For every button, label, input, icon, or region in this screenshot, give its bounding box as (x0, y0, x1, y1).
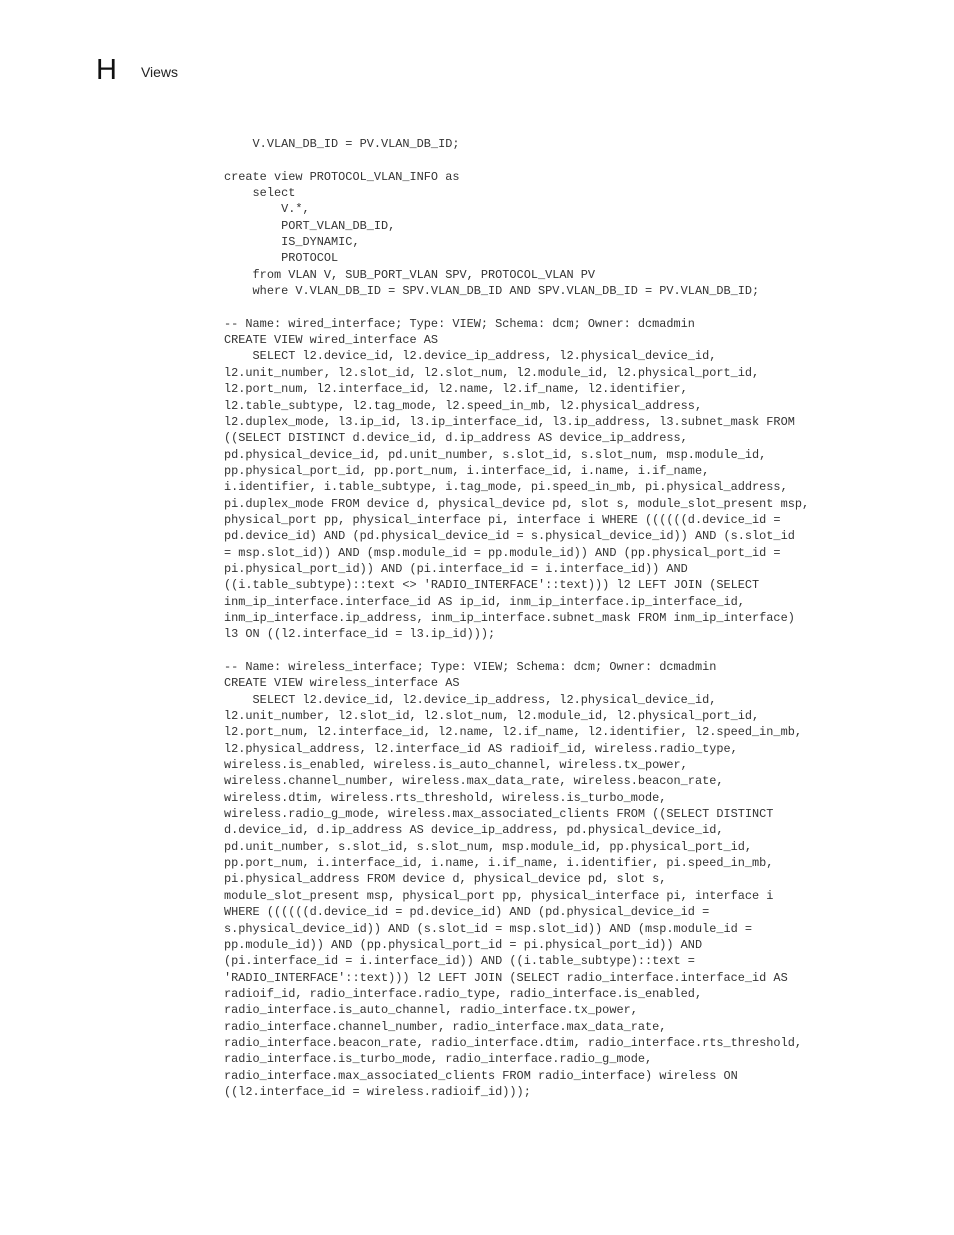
chapter-title: Views (140, 64, 179, 80)
sql-code-block: V.VLAN_DB_ID = PV.VLAN_DB_ID; create view PROTOCOL_VLAN_INFO as select V.*, PORT_VLAN_DB_ID, IS_DYNAMIC, PROTOCOL from VLAN V, SUB_PORT_VLAN SPV, PROTOCOL_VLAN PV where V.VLAN_DB_ID = SPV.VLAN_DB_ID AND SPV.VLAN_DB_ID = PV.VLAN_DB_ID; -- Name: wired_interface; Type: VIEW; Schema: dcm; Owner: dcmadmin CREATE VIEW wired_interface AS SELECT l2.device_id, l2.device_ip_address, l2.physical_device_id, l2.unit_number, l2.slot_id, l2.slot_num, l2.module_id, l2.physical_port_id, l2.port_num, l2.interface_id, l2.name, l2.if_name, l2.identifier, l2.table_subtype, l2.tag_mode, l2.speed_in_mb, l2.physical_address, l2.duplex_mode, l3.ip_id, l3.ip_interface_id, l3.ip_address, l3.subnet_mask FROM ((SELECT DISTINCT d.device_id, d.ip_address AS device_ip_address, pd.physical_device_id, pd.unit_number, s.slot_id, s.slot_num, msp.module_id, pp.physical_port_id, pp.port_num, i.interface_id, i.name, i.if_name, i.identifier, i.table_subtype, i.tag_mode, pi.speed_in_mb, pi.physical_address, pi.duplex_mode FROM device d, physical_device pd, slot s, module_slot_present msp, physical_port pp, physical_interface pi, interface i WHERE ((((((d.device_id = pd.device_id) AND (pd.physical_device_id = s.physical_device_id)) AND (s.slot_id = msp.slot_id)) AND (msp.module_id = pp.module_id)) AND (pp.physical_port_id = pi.physical_port_id)) AND (pi.interface_id = i.interface_id)) AND ((i.table_subtype)::text <> 'RADIO_INTERFACE'::text))) l2 LEFT JOIN (SELECT inm_ip_interface.interface_id AS ip_id, inm_ip_interface.ip_interface_id, inm_ip_interface.ip_address, inm_ip_interface.subnet_mask FROM inm_ip_interface) l3 ON ((l2.interface_id = l3.ip_id))); -- Name: wireless_interface; Type: VIEW; Schema: dcm; Owner: dcmadmin CREATE VIEW wireless_interface AS SELECT l2.device_id, l2.device_ip_address, l2.physical_device_id, l2.unit_number, l2.slot_id, l2.slot_num, l2.module_id, l2.physical_port_id, l2.port_num, l2.interface_id, l2.name, l2.if_name, l2.identifier, l2.speed_in_mb, l2.physical_address, l2.interface_id AS radioif_id, wireless.radio_type, wireless.is_enabled, wireless.is_auto_channel, wireless.tx_power, wireless.channel_number, wireless.max_data_rate, wireless.beacon_rate, wireless.dtim, wireless.rts_threshold, wireless.is_turbo_mode, wireless.radio_g_mode, wireless.max_associated_clients FROM ((SELECT DISTINCT d.device_id, d.ip_address AS device_ip_address, pd.physical_device_id, pd.unit_number, s.slot_id, s.slot_num, msp.module_id, pp.physical_port_id, pp.port_num, i.interface_id, i.name, i.if_name, i.identifier, pi.speed_in_mb, pi.physical_address FROM device d, physical_device pd, slot s, module_slot_present msp, physical_port pp, physical_interface pi, interface i WHERE ((((((d.device_id = pd.device_id) AND (pd.physical_device_id = s.physical_device_id)) AND (s.slot_id = msp.slot_id)) AND (msp.module_id = pp.module_id)) AND (pp.physical_port_id = pi.physical_port_id)) AND (pi.interface_id = i.interface_id)) AND ((i.table_subtype)::text = 'RADIO_INTERFACE'::text))) l2 LEFT JOIN (SELECT radio_interface.interface_id AS radioif_id, radio_interface.radio_type, radio_interface.is_enabled, radio_interface.is_auto_channel, radio_interface.tx_power, radio_interface.channel_number, radio_interface.max_data_rate, radio_interface.beacon_rate, radio_interface.dtim, radio_interface.rts_threshold, radio_interface.is_turbo_mode, radio_interface.radio_g_mode, radio_interface.max_associated_clients FROM radio_interface) wireless ON ((l2.interface_id = wireless.radioif_id))); (224, 137, 810, 1099)
page-header (96, 56, 178, 85)
chapter-letter: H (96, 54, 117, 86)
